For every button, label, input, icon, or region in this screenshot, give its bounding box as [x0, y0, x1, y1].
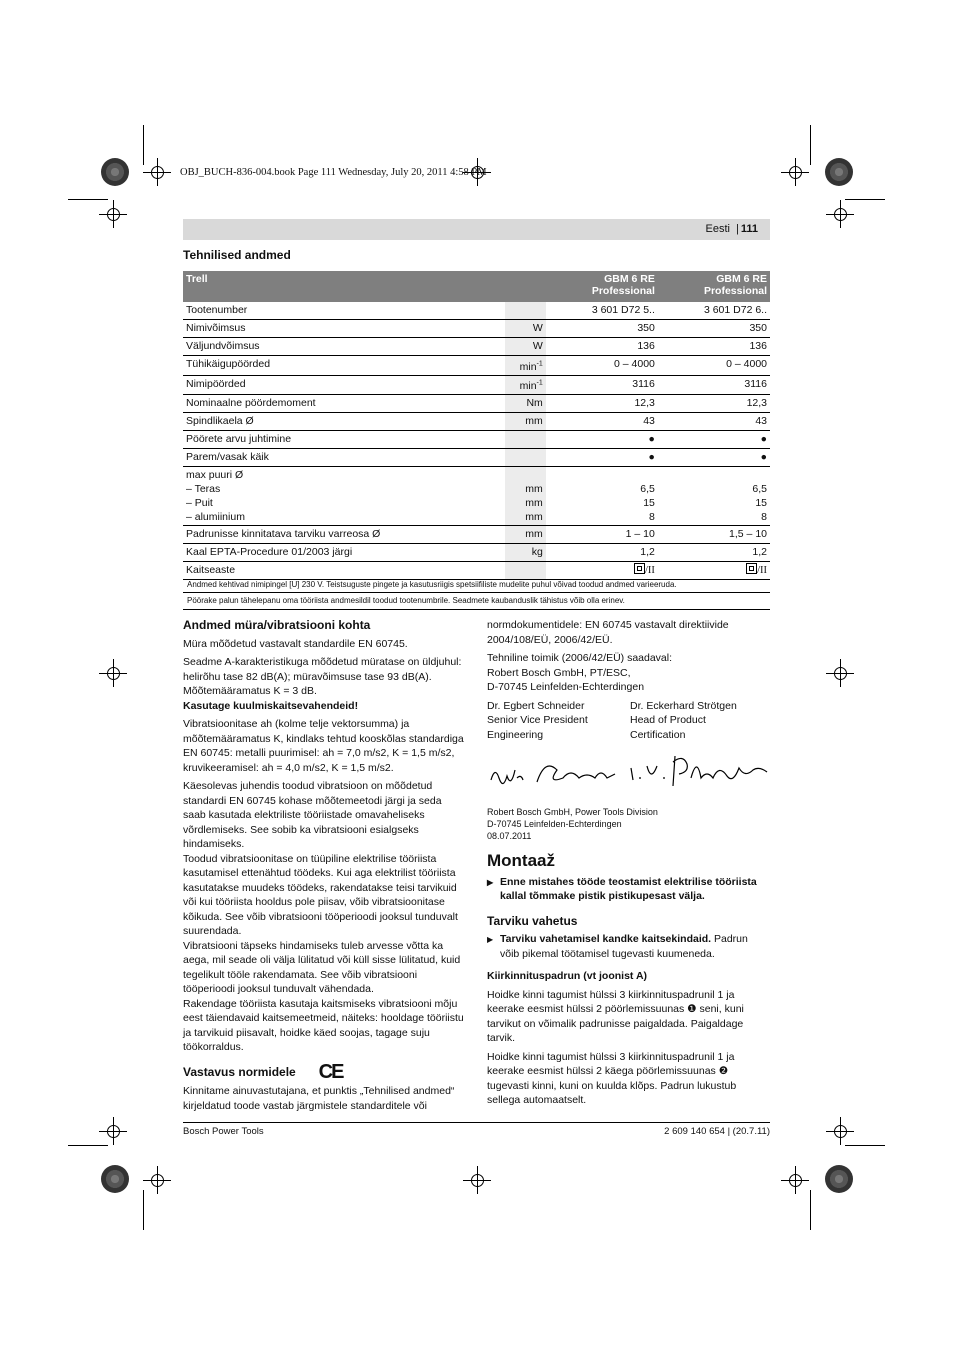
row-value-2: 3116: [658, 375, 770, 395]
row-value-2: 350: [658, 320, 770, 338]
row-label: Tühikäigupöörded: [183, 356, 505, 376]
signatory-2: [630, 699, 737, 743]
row-value-1: 1,2: [546, 544, 658, 562]
row-value-1: ●: [546, 431, 658, 449]
table-row: [183, 375, 770, 395]
row-value-2: 1,5 – 10: [658, 526, 770, 544]
row-unit: mm: [505, 526, 546, 544]
signatory-1: [487, 699, 630, 743]
table-row: [183, 356, 770, 376]
row-value-2: ●: [658, 431, 770, 449]
row-value-2: 43: [658, 413, 770, 431]
row-value-1: 43: [546, 413, 658, 431]
crop-line: [810, 125, 811, 165]
table-row: [183, 431, 770, 449]
note-divider: [183, 609, 770, 610]
print-header: OBJ_BUCH-836-004.book Page 111 Wednesday, July 20, 2011 4:58 PM: [180, 167, 487, 178]
row-value-2: ●: [658, 449, 770, 467]
row-label: Kaitseaste: [183, 562, 505, 580]
footer-left: Bosch Power Tools: [183, 1126, 264, 1137]
row-unit: [505, 431, 546, 449]
table-note-1: Andmed kehtivad nimipingel [U] 230 V. Teistsuguste pingete ja kasutusriigis spetsiifiliste mudelite puhul võivad toodud andmed varieeruda.: [187, 580, 677, 589]
page-header-bar: [183, 219, 770, 240]
registration-halftone-tr: [825, 158, 853, 186]
tech-data-table: [183, 271, 770, 580]
table-row: [183, 395, 770, 413]
noise-warning: Kasutage kuulmiskaitsevahendeid!: [183, 699, 359, 712]
row-value-1: 3116: [546, 375, 658, 395]
noise-p2: Seadme A-karakteristikuga mõõdetud müratase on üldjuhul: helirõhu tase 82 dB(A); müravõimsuse tase 93 dB(A). Mõõtemääramatus K = 3 dB.: [183, 656, 462, 697]
row-value-1: ●: [546, 449, 658, 467]
column-header-model-2: GBM 6 RE Professional: [658, 271, 770, 302]
row-label: Väljundvõimsus: [183, 338, 505, 356]
signatory-2-name: Dr. Eckerhard Strötgen: [630, 699, 737, 712]
conformity-p1: Kinnitame ainuvastutajana, et punktis „Tehnilised andmed“ kirjeldatud toode vastab järgmistele standarditele või: [183, 1085, 455, 1112]
row-value-1: 12,3: [546, 395, 658, 413]
registration-halftone-br: [825, 1165, 853, 1193]
row-label: Nimipöörded: [183, 375, 505, 395]
row-value-1: 0 – 4000: [546, 356, 658, 376]
noise-p5: Käesolevas juhendis toodud vibratsioon on mõõdetud standardi EN 60745 kohase mõõtemeetodi järgi ja seda saab kasutada elektriliste tööriistade omavaheliseks võrdlemiseks. See sobib ka vibratsiooni esialgseks hindamiseks.: [183, 780, 442, 850]
row-unit: [505, 302, 546, 320]
row-value-1: 3 601 D72 5..: [546, 302, 658, 320]
row-label: Padrunisse kinnitatava tarviku varreosa Ø: [183, 526, 505, 544]
note-divider: [183, 592, 770, 593]
row-value-2: 1,2: [658, 544, 770, 562]
tech-file-address: D-70745 Leinfelden-Echterdingen: [487, 681, 645, 693]
registration-halftone-tl: [101, 158, 129, 186]
chuck-title: Kiirkinnituspadrun (vt joonist A): [487, 970, 648, 982]
noise-p7: Vibratsiooni täpseks hindamiseks tuleb arvesse võtta ka aega, mil seade oli välja lülitatud või küll sisse lülitatud, kuid tegelikult tööle rakendamata. See võib vibratsiooni tööperioodi jooksul tunduvalt vähendada.: [183, 939, 461, 995]
table-row: [183, 449, 770, 467]
row-unit: W: [505, 338, 546, 356]
assembly-title: Montaaž: [487, 851, 555, 870]
gloves-warning-bold: Tarviku vahetamisel kandke kaitsekindaid.: [500, 933, 712, 945]
signatories: [487, 699, 770, 743]
row-unit: Nm: [505, 395, 546, 413]
row-unit: [505, 449, 546, 467]
table-row: [183, 338, 770, 356]
ce-mark: CE: [318, 1061, 343, 1084]
row-value-2: 12,3: [658, 395, 770, 413]
row-label: Tootenumber: [183, 302, 505, 320]
page-number: 111: [740, 223, 758, 235]
assembly-warning: ▶ Enne mistahes tööde teostamist elektrilise tööriista kallal tõmmake pistik pistikupesast välja.: [487, 875, 770, 904]
table-row: [183, 413, 770, 431]
column-header-model-1: GBM 6 RE Professional: [546, 271, 658, 302]
row-label: Parem/vasak käik: [183, 449, 505, 467]
right-column: [487, 618, 770, 1112]
company-name: Robert Bosch GmbH, Power Tools Division: [487, 807, 658, 817]
row-unit: kg: [505, 544, 546, 562]
conformity-p2: normdokumentidele: EN 60745 vastavalt direktiivide 2004/108/EÜ, 2006/42/EÜ.: [487, 619, 729, 646]
gloves-warning-rest: Padrun võib pikemal töötamisel tugevasti kuumeneda.: [500, 933, 748, 960]
registration-halftone-bl: [101, 1165, 129, 1193]
conformity-heading: [183, 1061, 466, 1084]
noise-p6: Toodud vibratsioonitase on tüüpiline elektrilise tööriista kasutamisel ettenähtud töödeks. Kui aga elektrilist tööriista kasutatakse muudeks töödeks, rakendatakse teisi tarvikuid või kui tööriista hooldus pole piisav, võib vibratsioonitase kõikuda. See võib vibratsiooni tööperioodi jooksul tunduvalt suurendada.: [183, 852, 458, 937]
crop-line: [68, 199, 108, 200]
crop-line: [143, 125, 144, 165]
gloves-warning: [487, 932, 770, 961]
crop-line: [845, 199, 885, 200]
chuck-p2: Hoidke kinni tagumist hülssi 3 kiirkinnituspadrunil 1 ja keerake eesmist hülssi 2 käega pöörlemissuunas ❷ tugevasti kinni, kuni on kuulda klõps. Padrun lukustub sellega automaatselt.: [487, 1050, 737, 1106]
row-label: Spindlikaela Ø: [183, 413, 505, 431]
footer-right: 2 609 140 654 | (20.7.11): [664, 1126, 770, 1137]
row-value-1: 350: [546, 320, 658, 338]
company-date: 08.07.2011: [487, 831, 532, 841]
signatory-1-dept: Engineering: [487, 728, 544, 741]
table-note-2: Pöörake palun tähelepanu oma tööriista andmesildil toodud tootenumbrile. Seadmete kaubanduslik tähistus võib olla erinev.: [187, 596, 625, 605]
company-address: D-70745 Leinfelden-Echterdingen: [487, 819, 622, 829]
header-language: Eesti: [705, 223, 730, 235]
row-unit: mm: [505, 413, 546, 431]
crop-line: [143, 1190, 144, 1230]
header-separator: |: [736, 223, 739, 235]
table-row: [183, 467, 770, 526]
row-value-1: 136: [546, 338, 658, 356]
row-unit: $\min^{-1}$: [505, 375, 546, 395]
left-column: [183, 618, 466, 1117]
handwritten-signatures: [487, 748, 770, 800]
table-header-row: [183, 271, 770, 302]
tech-file-line: Tehniline toimik (2006/42/EÜ) saadaval:: [487, 652, 673, 664]
row-unit: W: [505, 320, 546, 338]
tool-change-title: Tarviku vahetus: [487, 913, 578, 928]
row-unit: $\min^{-1}$: [505, 356, 546, 376]
row-label: Nimivõimsus: [183, 320, 505, 338]
noise-p8: Rakendage tööriista kasutaja kaitsmiseks vibratsiooni mõju eest täiendavaid kaitsemeetmeid, näiteks: hooldage tööriistu ja tarvikuid piisavalt, hoidke käed soojas, tagage suju töökorraldus.: [183, 997, 464, 1053]
tech-data-title: Tehnilised andmed: [183, 248, 291, 262]
table-row: [183, 526, 770, 544]
noise-title: Andmed müra/vibratsiooni kohta: [183, 618, 371, 632]
table-row: [183, 562, 770, 580]
row-unit: mm mm mm: [505, 467, 546, 526]
row-label: Nominaalne pöördemoment: [183, 395, 505, 413]
conformity-title: Vastavus normidele: [183, 1064, 296, 1079]
row-value-1: 6,5 15 8: [546, 467, 658, 526]
signatory-2-role: Head of Product: [630, 714, 706, 726]
row-label: max puuri Ø – Teras – Puit – alumiinium: [183, 467, 505, 526]
row-value-2: 6,5 15 8: [658, 467, 770, 526]
chuck-p1: Hoidke kinni tagumist hülssi 3 kiirkinnituspadrunil 1 ja keerake eesmist hülssi 2 pöörlemissuunas ❶ seni, kuni tarvikut on võimalik padrunisse paigaldada. Paigaldage tarvik.: [487, 988, 744, 1044]
column-header-label: Trell: [183, 271, 546, 302]
tech-file-company: Robert Bosch GmbH, PT/ESC,: [487, 666, 631, 679]
crop-line: [68, 1145, 108, 1146]
noise-p1: Müra mõõdetud vastavalt standardile EN 60745.: [183, 637, 408, 650]
signatory-2-dept: Certification: [630, 728, 686, 741]
double-insulation-icon: [634, 563, 645, 574]
table-row: [183, 302, 770, 320]
double-insulation-icon: [746, 563, 757, 574]
crop-line: [845, 1145, 885, 1146]
crop-line: [810, 1190, 811, 1230]
signatory-1-role: Senior Vice President: [487, 714, 588, 726]
row-value-1: /II: [546, 562, 658, 580]
row-value-2: 3 601 D72 6..: [658, 302, 770, 320]
company-block: [487, 806, 770, 842]
footer-rule: [183, 1122, 770, 1123]
signatory-1-name: Dr. Egbert Schneider: [487, 699, 585, 712]
noise-p4: Vibratsioonitase ah (kolme telje vektorsumma) ja mõõtemääramatus K, kindlaks tehtud kooskõlas standardiga EN 60745: metalli puurimisel: ah = 7,0 m/s2, K = 1,5 m/s2, kruvikeeramisel: ah = 4,0 m/s2, K = 1,5 m/s2.: [183, 718, 464, 774]
row-value-2: 136: [658, 338, 770, 356]
row-value-1: 1 – 10: [546, 526, 658, 544]
row-label: Pöörete arvu juhtimine: [183, 431, 505, 449]
row-value-2: 0 – 4000: [658, 356, 770, 376]
table-row: [183, 544, 770, 562]
table-row: [183, 320, 770, 338]
row-unit: [505, 562, 546, 580]
row-label: Kaal EPTA-Procedure 01/2003 järgi: [183, 544, 505, 562]
row-value-2: /II: [658, 562, 770, 580]
